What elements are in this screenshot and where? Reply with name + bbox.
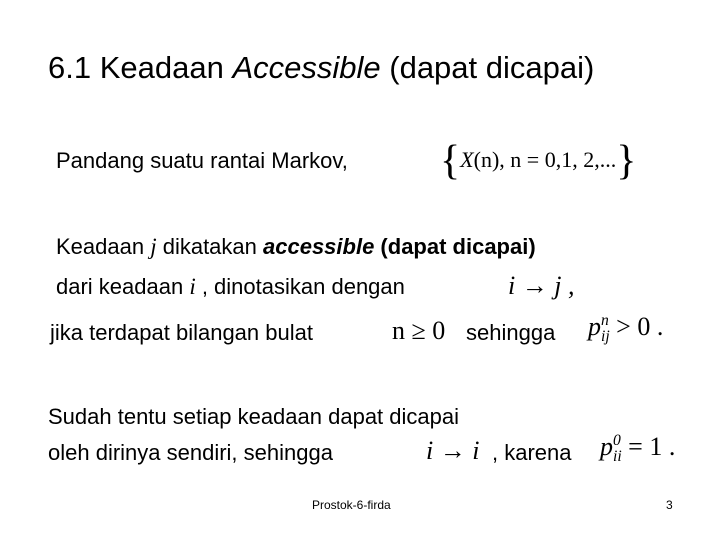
notation-formula: i → j ,	[508, 271, 575, 300]
integer-condition-text: jika terdapat bilangan bulat	[50, 320, 313, 345]
formula-X: X	[460, 147, 474, 172]
self-formula-rhs: = 1 .	[621, 432, 676, 461]
self-notation-formula: i → i	[426, 436, 480, 465]
page-title	[48, 50, 594, 86]
state-i: i	[189, 274, 196, 299]
title-italic: Accessible	[232, 50, 381, 85]
title-suffix: (dapat dicapai)	[380, 50, 595, 85]
line2-pre: Keadaan	[56, 234, 151, 259]
formula-rhs: > 0 .	[609, 312, 664, 341]
notation-line	[56, 274, 405, 300]
markov-chain-formula	[440, 140, 636, 182]
sehingga-text: sehingga	[466, 320, 556, 345]
self-prob-formula	[600, 432, 675, 465]
self-accessible-line: Sudah tentu setiap keadaan dapat dicapai	[48, 404, 459, 429]
n-inequality: n ≥ 0	[392, 316, 446, 345]
footer-label: Prostok-6-firda	[312, 498, 391, 512]
markov-chain-line	[56, 148, 348, 174]
accessible-term: accessible	[263, 234, 375, 259]
p-self-subscript: ii	[613, 448, 622, 466]
p-symbol-self: p	[600, 432, 613, 461]
title-prefix: 6.1 Keadaan	[48, 50, 233, 85]
p-subscript: ij	[601, 328, 610, 346]
transition-prob-formula	[588, 312, 663, 345]
page-number: 3	[666, 498, 673, 512]
formula-rest: , n = 0,1, 2,...	[499, 147, 617, 172]
line2-post: (dapat dicapai)	[374, 234, 536, 259]
line2-mid: dikatakan	[156, 234, 263, 259]
brace-open: {	[440, 138, 461, 184]
formula-n-paren: (n)	[473, 147, 500, 172]
p-self-superscript: 0	[613, 432, 621, 450]
line3-pre: dari keadaan	[56, 274, 190, 299]
p-superscript: n	[601, 312, 609, 330]
self-accessible-text: oleh dirinya sendiri, sehingga	[48, 440, 333, 465]
state-j: j	[150, 234, 157, 259]
p-symbol: p	[588, 312, 601, 341]
line3-post: , dinotasikan dengan	[195, 274, 405, 299]
accessible-definition-line	[56, 234, 536, 260]
karena-text: , karena	[492, 440, 572, 465]
brace-close: }	[616, 138, 637, 184]
markov-chain-text: Pandang suatu rantai Markov,	[56, 148, 348, 173]
